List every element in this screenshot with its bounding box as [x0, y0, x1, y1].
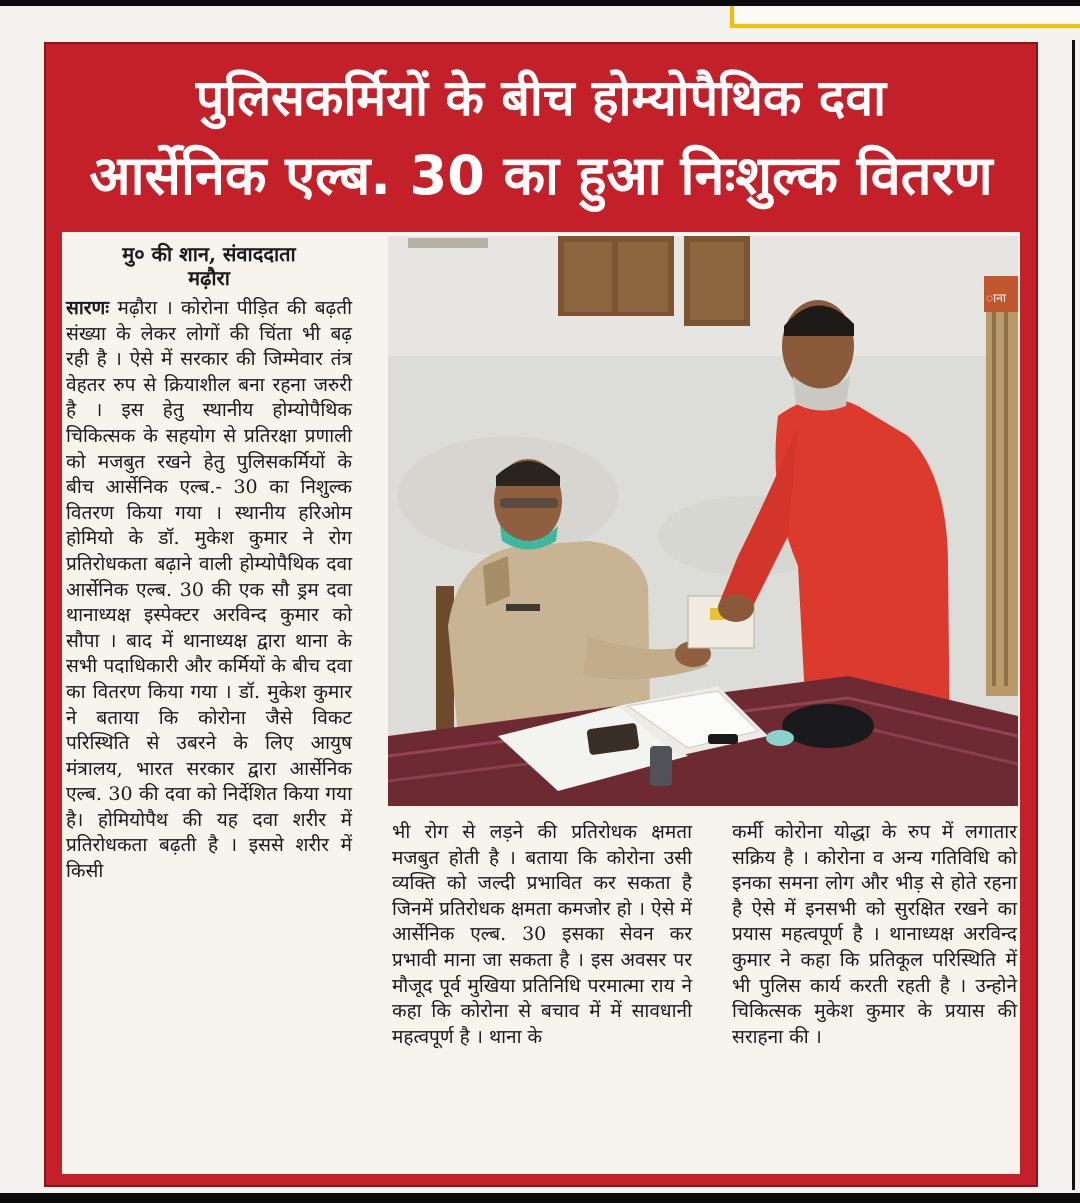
- headline-line-1: पुलिसकर्मियों के बीच होम्योपैथिक दवा: [195, 69, 887, 127]
- wall-sign-text: ाना: [986, 291, 1007, 305]
- text-column-1: [66, 232, 352, 885]
- headline-line-2: आर्सेनिक एल्ब. 30 का हुआ निःशुल्क वितरण: [89, 144, 993, 207]
- adjacent-article-edge: [730, 6, 1080, 28]
- byline-location: मढ़ौरा: [188, 266, 230, 290]
- column-1-text: मढ़ौरा । कोरोना पीड़ित की बढ़ती संख्या के लेकर लोगों की चिंता भी बढ़ रही है । ऐसे में सरकार की जिम्मेवार तंत्र वेहतर रुप से क्रियाशील बना रहना जरुरी है । इस हेतु स्थानीय होम्योपैथिक चिकित्सक के सहयोग से प्रतिरक्षा प्रणाली को मजबुत रखने हेतु पुलिसकर्मियों के बीच आर्सेनिक एल्ब.- 30 का निशुल्क वितरण किया गया । स्थानीय हरिओम होमियो के डॉ. मुकेश कुमार ने रोग प्रतिरोधकता बढ़ाने वाली होम्योपैथिक दवा आर्सेनिक एल्ब. 30 की एक सौ ड्रम दवा थानाध्यक्ष इस्पेक्टर अरविन्द कुमार को सौपा । बाद में थानाध्यक्ष द्वारा थाना के सभी पदाधिकारी और कर्मियों के बीच दवा का वितरण किया गया । डॉ. मुकेश कुमार ने बताया कि कोरोना जैसे विकट परिस्थिति से उबरने के लिए आयुष मंत्रालय, भारत सरकार द्वारा आर्सेनिक एल्ब. 30 की दवा को निर्देशित किया गया है। होमियोपैथ की यह दवा शरीर में प्रतिरोधकता बढ़ती है । इससे शरीर में किसी: [66, 297, 353, 883]
- text-column-3: कर्मी कोरोना योद्धा के रुप में लगातार सक्रिय है । कोरोना व अन्य गतिविधि को इनका समना लोग और भीड़ से होते रहना है ऐसे में इनसभी को सुरक्षित रखने का प्रयास महत्वपूर्ण है । थानाध्यक्ष अरविन्द कुमार ने कहा कि प्रतिकूल परिस्थिति में भी पुलिस कार्य करती रहती है । उन्होने चिकित्सक मुकेश कुमार के प्रयास की सराहना की ।: [732, 821, 1018, 1048]
- photo-police-receiving-medicine: [388, 236, 1018, 806]
- byline-reporter: मु० की शान, संवाददाता: [122, 242, 296, 266]
- news-photo: [388, 236, 1018, 806]
- screen-bottom-edge: [0, 1193, 1080, 1203]
- news-article: [44, 42, 1038, 1187]
- dateline-place: सारणः: [66, 297, 110, 319]
- page-column-rule: [1072, 40, 1075, 1190]
- article-headline: [46, 44, 1036, 234]
- text-column-2: भी रोग से लड़ने की प्रतिरोधक क्षमता मजबुत होती है । बताया कि कोरोना उसी व्यक्ति को जल्दी प्रभावित कर सकता है जिनमें प्रतिरोधक क्षमता कमजोर हो । ऐसे में आर्सेनिक एल्ब. 30 इसका सेवन कर प्रभावी माना जा सकता है । इस अवसर पर मौजूद पूर्व मुखिया प्रतिनिधि परमात्मा राय ने कहा कि कोरोना से बचाव में में सावधानी महत्वपूर्ण है । थाना के: [392, 821, 692, 1048]
- article-body: [62, 232, 1020, 1174]
- byline: [66, 242, 352, 290]
